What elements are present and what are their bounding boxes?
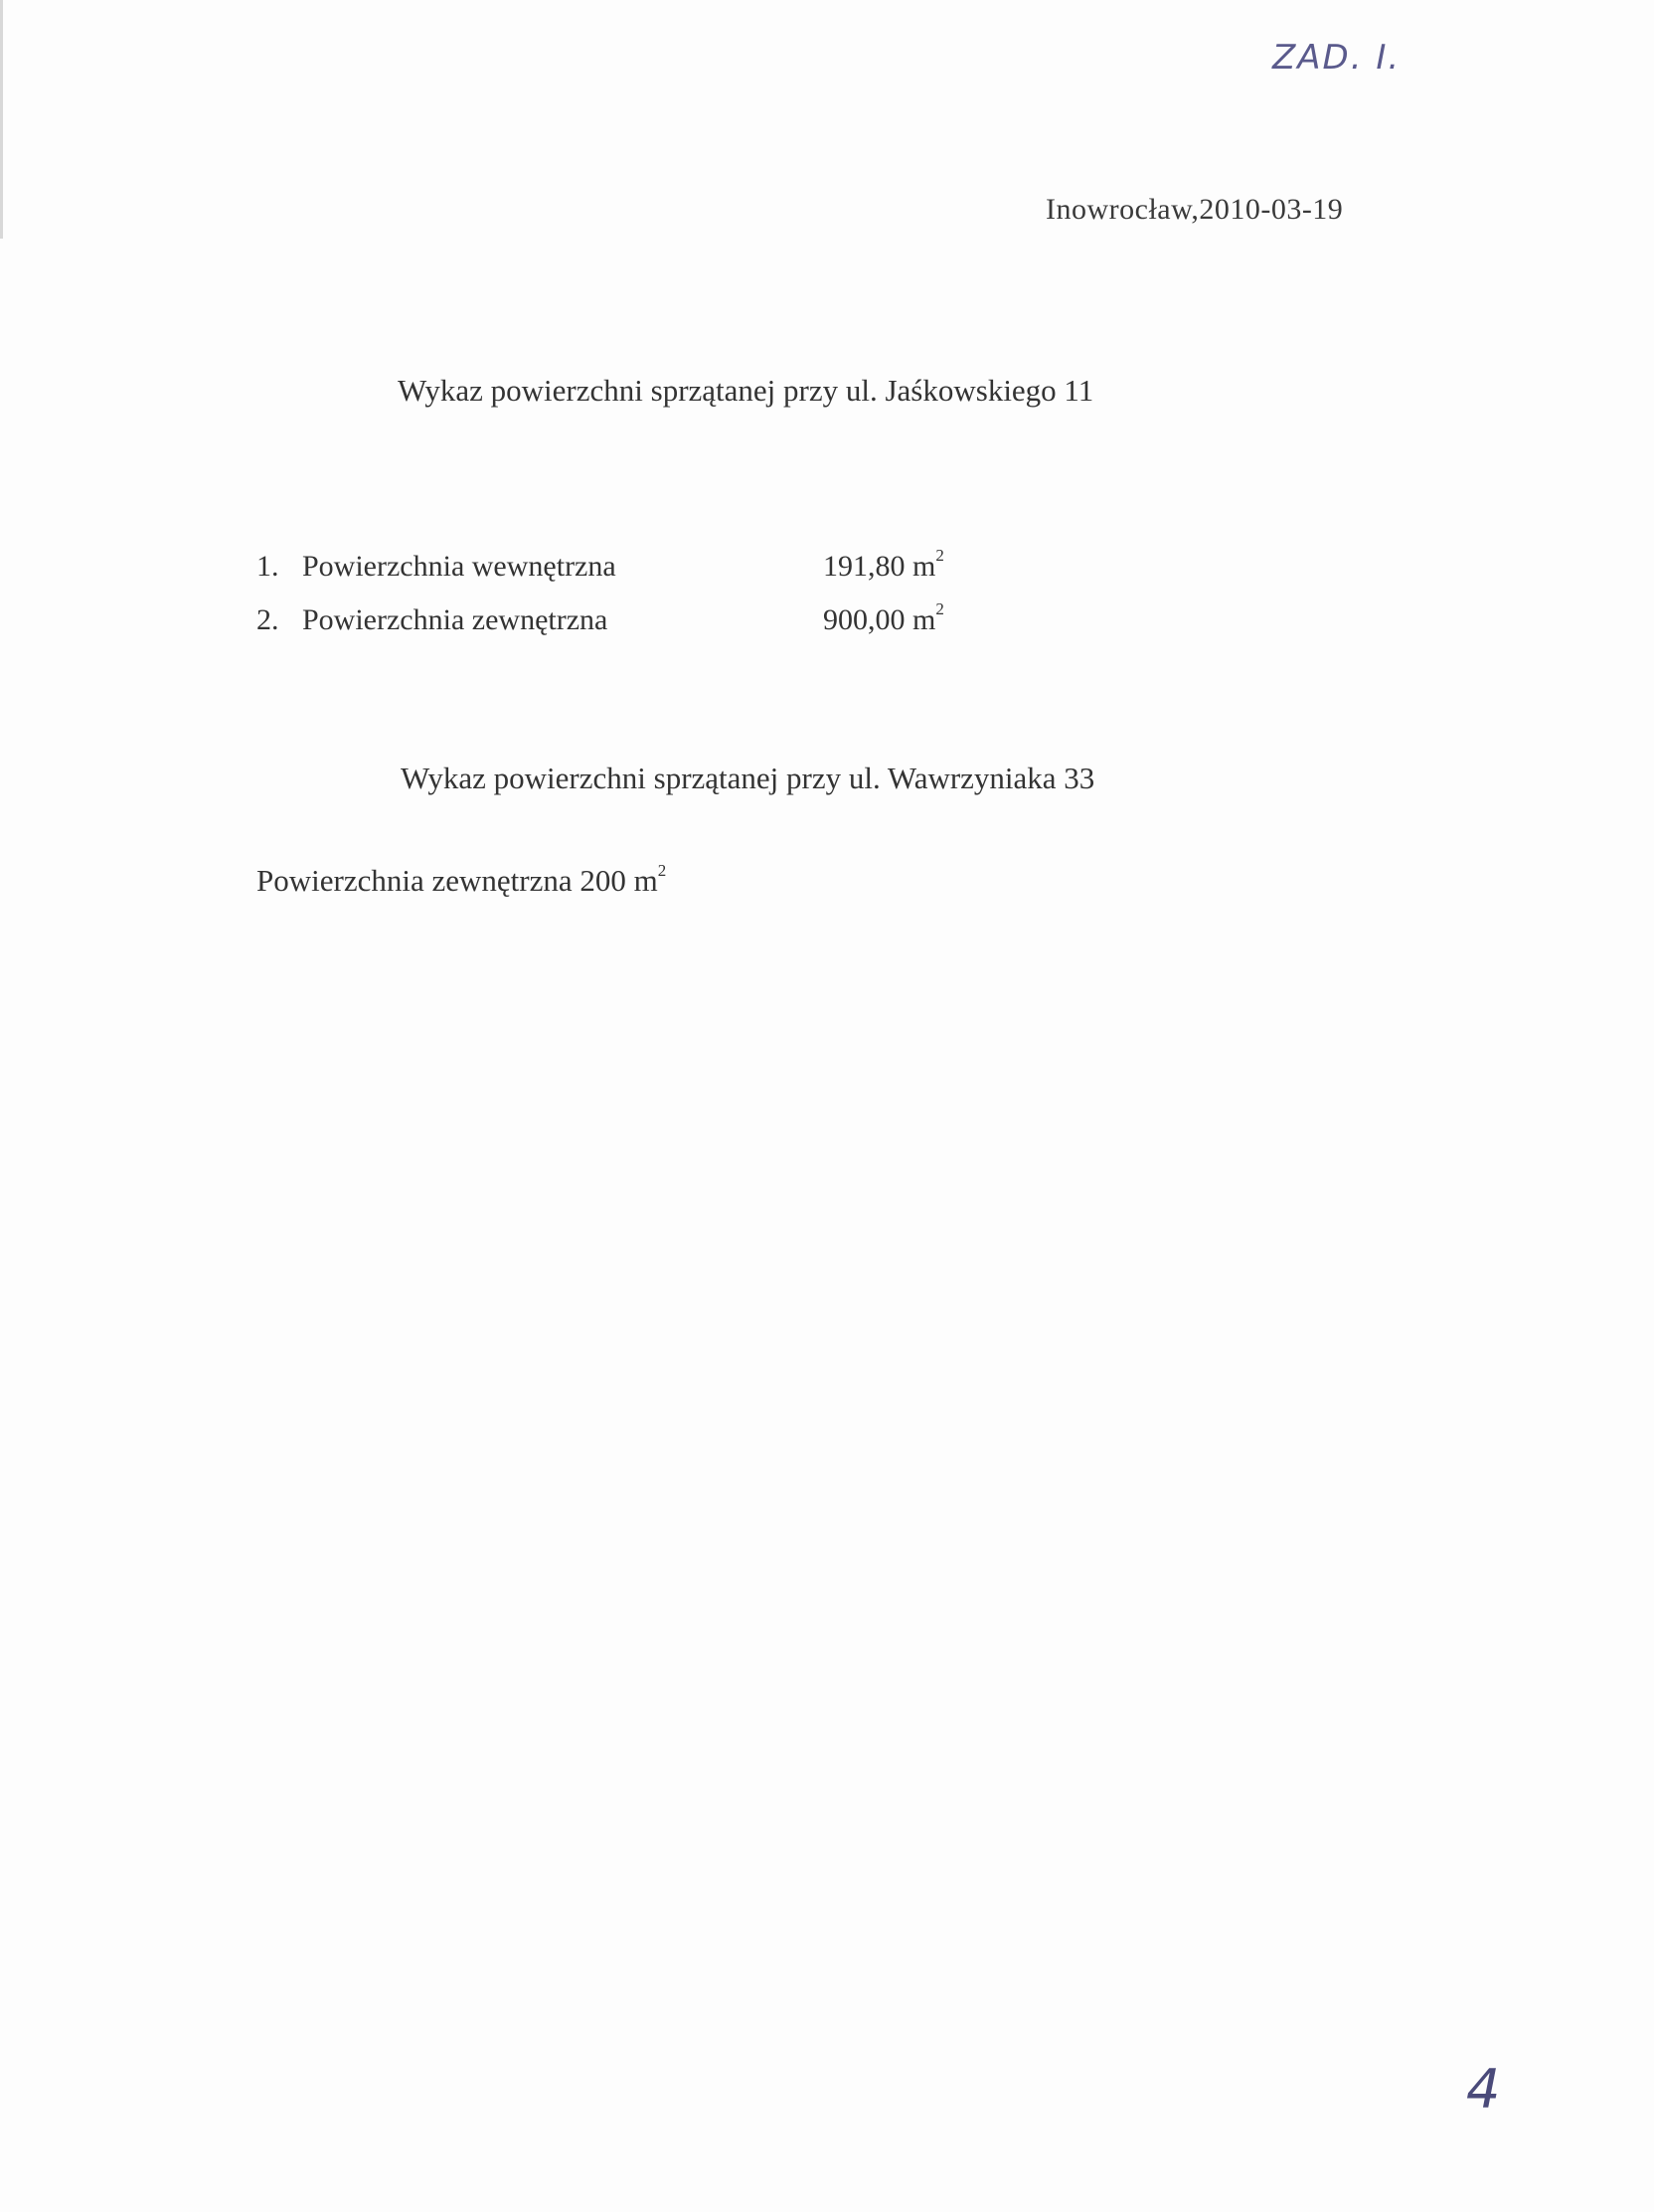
- list-item-label: Powierzchnia wewnętrzna: [302, 550, 616, 583]
- section1-heading: Wykaz powierzchni sprzątanej przy ul. Jaśkowskiego 11: [398, 373, 1094, 408]
- scan-edge: [0, 0, 3, 239]
- list-item-number: 1.: [256, 550, 279, 583]
- summary-text: Powierzchnia zewnętrzna 200 m: [256, 863, 658, 898]
- section2-summary: [256, 860, 667, 899]
- unit-exponent: 2: [657, 860, 667, 880]
- unit-exponent: 2: [935, 599, 944, 618]
- list-item-number: 2.: [256, 603, 279, 636]
- list-item-value-text: 191,80 m: [823, 550, 936, 583]
- section2-heading: Wykaz powierzchni sprzątanej przy ul. Wawrzyniaka 33: [401, 761, 1095, 795]
- handwritten-annotation: ZAD. I.: [1272, 38, 1402, 78]
- handwritten-page-number: 4: [1466, 2058, 1501, 2121]
- list-item-value: [823, 599, 944, 637]
- list-item: [256, 599, 944, 637]
- list-item-label: Powierzchnia zewnętrzna: [302, 603, 608, 636]
- list-item: [256, 546, 944, 584]
- list-item-value: [823, 546, 944, 584]
- place-date-line: Inowrocław,2010-03-19: [1046, 193, 1344, 226]
- list-item-value-text: 900,00 m: [823, 603, 936, 636]
- unit-exponent: 2: [935, 546, 944, 565]
